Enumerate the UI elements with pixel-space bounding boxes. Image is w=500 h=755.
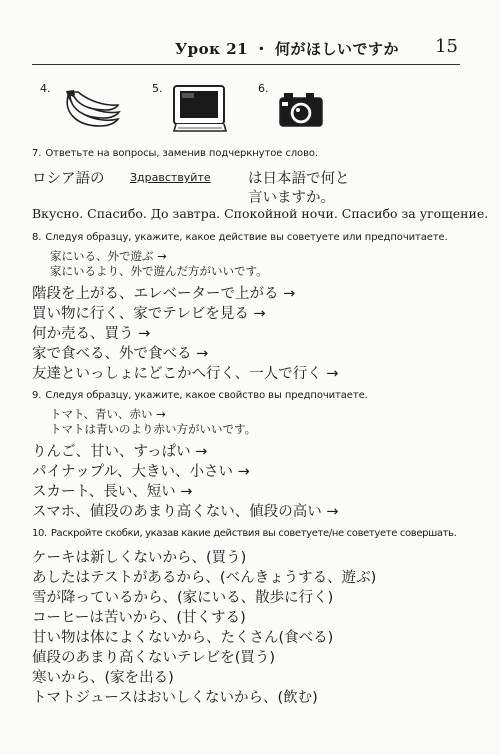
lesson-title: Урок 21 ・ 何がほしいですか — [175, 40, 400, 58]
exercise-8-item: 階段を上がる、エレベーターで上がる → — [32, 286, 296, 302]
exercise-8-sample-1: 家にいる、外で遊ぶ → — [50, 249, 167, 263]
exercise-8-number: 8. — [32, 232, 42, 243]
exercise-9-instruction: Следуя образцу, укажите, какое свойство вы предпочитаете. — [45, 390, 368, 401]
page-number: 15 — [435, 36, 458, 57]
exercise-10-item: あしたはテストがあるから、(べんきょうする、遊ぶ) — [32, 570, 377, 586]
exercise-9-number: 9. — [32, 390, 42, 401]
exercise-10-item: 甘い物は体によくないから、たくさん(食べる) — [32, 630, 334, 646]
header-rule — [32, 64, 460, 65]
exercise-9-task — [32, 390, 368, 401]
exercise-8-instruction: Следуя образцу, укажите, какое действие вы советуете или предпочитаете. — [45, 232, 448, 243]
exercise-10-item: 雪が降っているから、(家にいる、散歩に行く) — [32, 590, 334, 606]
exercise-9-sample-1: トマト、青い、赤い → — [50, 407, 166, 421]
camera-icon — [278, 90, 324, 130]
exercise-10-number: 10. — [32, 528, 47, 539]
exercise-7-instruction: Ответьте на вопросы, заменив подчеркнутое слово. — [45, 148, 318, 159]
underlined-word: Здравствуйте — [130, 171, 211, 184]
picture-row — [0, 78, 500, 138]
exercise-10-task — [32, 528, 457, 539]
exercise-7-question-left: ロシア語の — [32, 171, 105, 187]
exercise-7-number: 7. — [32, 148, 42, 159]
bananas-icon — [60, 86, 122, 132]
exercise-9-sample-2: トマトは青いのより赤い方がいいです。 — [50, 422, 257, 436]
exercise-7-question-right-2: 言いますか。 — [248, 190, 335, 206]
exercise-7-underlined-word — [130, 169, 211, 185]
exercise-10-item: トマトジュースはおいしくないから、(飲む) — [32, 690, 318, 706]
exercise-10-item: 寒いから、(家を出る) — [32, 670, 174, 686]
exercise-7-words: Вкусно. Спасибо. До завтра. Спокойной ночи. Спасибо за угощение. — [32, 206, 489, 221]
computer-monitor-icon — [172, 84, 228, 134]
exercise-10-item: コーヒーは苦いから、(甘くする) — [32, 610, 246, 626]
exercise-10-instruction: Раскройте скобки, указав какие действия вы советуете/не советуете совершать. — [50, 528, 457, 539]
exercise-8-item: 家で食べる、外で食べる → — [32, 346, 209, 362]
picture-number-4: 4. — [40, 82, 51, 95]
exercise-8-sample-2: 家にいるより、外で遊んだ方がいいです。 — [50, 264, 268, 278]
exercise-8-task — [32, 232, 448, 243]
exercise-7-task — [32, 148, 318, 159]
exercise-10-item: 値段のあまり高くないテレビを(買う) — [32, 650, 276, 666]
picture-number-6: 6. — [258, 82, 269, 95]
exercise-8-item: 買い物に行く、家でテレビを見る → — [32, 306, 266, 322]
picture-number-5: 5. — [152, 82, 163, 95]
exercise-7-question-right-1: は日本語で何と — [248, 171, 350, 187]
exercise-9-item: パイナップル、大きい、小さい → — [32, 464, 250, 480]
exercise-10-item: ケーキは新しくないから、(買う) — [32, 550, 247, 566]
exercise-9-item: りんご、甘い、すっぱい → — [32, 444, 208, 460]
exercise-9-item: スマホ、値段のあまり高くない、値段の高い → — [32, 504, 339, 520]
exercise-8-item: 友達といっしょにどこかへ行く、一人で行く → — [32, 366, 339, 382]
page-header — [0, 38, 500, 62]
exercise-9-item: スカート、長い、短い → — [32, 484, 193, 500]
exercise-8-item: 何か売る、買う → — [32, 326, 151, 342]
